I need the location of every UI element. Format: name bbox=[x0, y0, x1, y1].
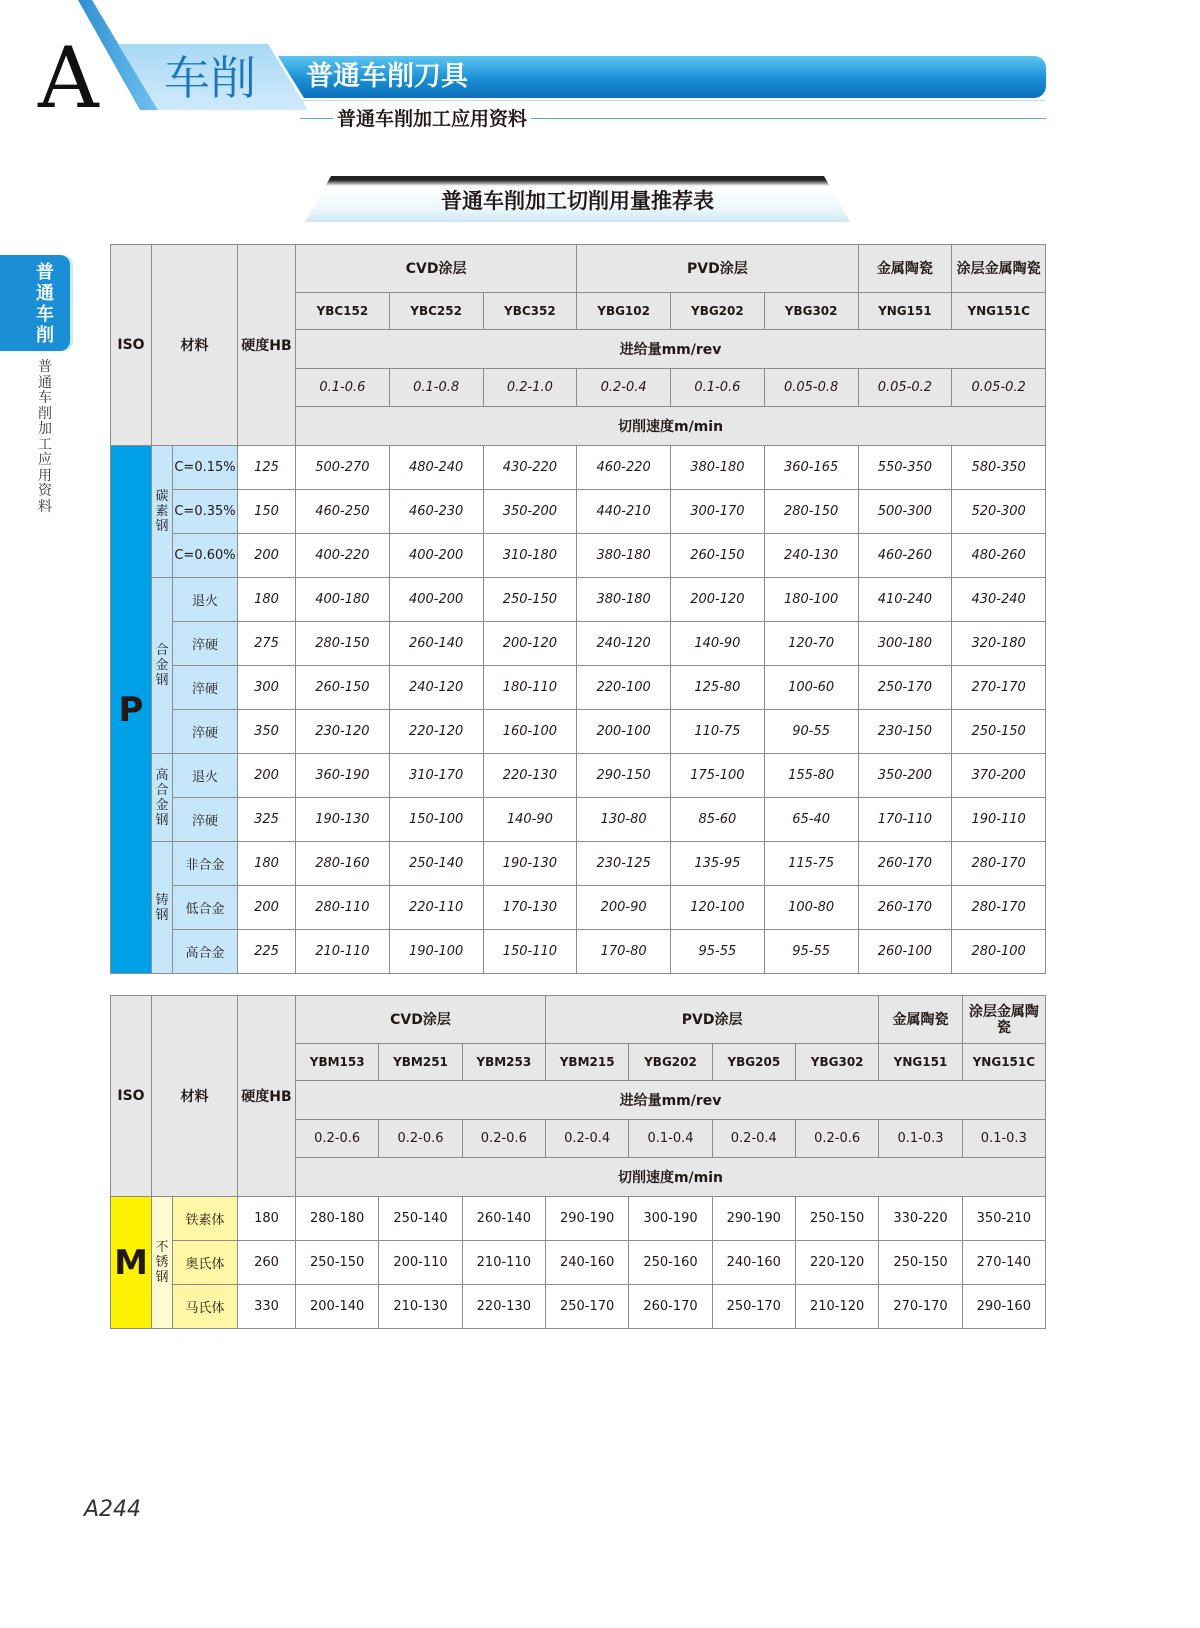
side-section-label: 普通车削加工应用资料 bbox=[38, 359, 52, 515]
speed-value: 200-120 bbox=[671, 578, 765, 622]
speed-value: 220-130 bbox=[483, 754, 577, 798]
speed-value: 430-220 bbox=[483, 446, 577, 490]
grade-header: YNG151 bbox=[858, 293, 952, 330]
speed-value: 400-200 bbox=[389, 534, 483, 578]
speed-value: 580-350 bbox=[952, 446, 1046, 490]
speed-value: 480-240 bbox=[389, 446, 483, 490]
speed-value: 310-180 bbox=[483, 534, 577, 578]
speed-value: 260-170 bbox=[629, 1285, 712, 1329]
speed-value: 250-140 bbox=[389, 842, 483, 886]
speed-value: 400-220 bbox=[296, 534, 390, 578]
feed-value: 0.1-0.3 bbox=[962, 1120, 1045, 1158]
speed-value: 500-300 bbox=[858, 490, 952, 534]
material-header: 材料 bbox=[152, 996, 238, 1197]
grade-header: YBG302 bbox=[764, 293, 858, 330]
speed-value: 350-210 bbox=[962, 1197, 1045, 1241]
speed-value: 440-210 bbox=[577, 490, 671, 534]
speed-value: 190-100 bbox=[389, 930, 483, 974]
speed-value: 260-150 bbox=[671, 534, 765, 578]
table-row bbox=[111, 1197, 1046, 1241]
table-row bbox=[111, 490, 1046, 534]
material-group: 合金钢 bbox=[152, 578, 173, 754]
speed-value: 300-190 bbox=[629, 1197, 712, 1241]
grade-header: YBG205 bbox=[712, 1044, 795, 1081]
hardness-header: 硬度HB bbox=[238, 245, 296, 446]
feed-header: 进给量mm/rev bbox=[296, 1081, 1046, 1120]
divider bbox=[300, 100, 1046, 101]
material-subtype: 淬硬 bbox=[173, 622, 238, 666]
speed-value: 210-110 bbox=[296, 930, 390, 974]
speed-value: 150-100 bbox=[389, 798, 483, 842]
speed-value: 200-120 bbox=[483, 622, 577, 666]
material-subtype: C=0.15% bbox=[173, 446, 238, 490]
speed-value: 270-140 bbox=[962, 1241, 1045, 1285]
feed-value: 0.1-0.3 bbox=[879, 1120, 962, 1158]
speed-header: 切削速度m/min bbox=[296, 1158, 1046, 1197]
feed-value: 0.2-0.6 bbox=[795, 1120, 878, 1158]
speed-value: 115-75 bbox=[764, 842, 858, 886]
speed-value: 250-150 bbox=[296, 1241, 379, 1285]
feed-value: 0.2-0.4 bbox=[712, 1120, 795, 1158]
table-row bbox=[111, 1285, 1046, 1329]
feed-value: 0.2-0.6 bbox=[296, 1120, 379, 1158]
material-group: 铸钢 bbox=[152, 842, 173, 974]
table-row bbox=[111, 622, 1046, 666]
speed-value: 280-150 bbox=[764, 490, 858, 534]
hardness-value: 260 bbox=[238, 1241, 296, 1285]
coating-group-header: 金属陶瓷 bbox=[858, 245, 952, 293]
speed-value: 100-80 bbox=[764, 886, 858, 930]
speed-value: 410-240 bbox=[858, 578, 952, 622]
page-title: 普通车削刀具 bbox=[306, 61, 468, 92]
speed-value: 240-120 bbox=[389, 666, 483, 710]
category-title: 车削 bbox=[164, 51, 256, 105]
side-tab-active[interactable] bbox=[0, 255, 70, 351]
material-subtype: C=0.60% bbox=[173, 534, 238, 578]
material-subtype: 低合金 bbox=[173, 886, 238, 930]
speed-value: 400-200 bbox=[389, 578, 483, 622]
speed-value: 240-130 bbox=[764, 534, 858, 578]
cutting-table-m bbox=[110, 995, 1046, 1329]
material-subtype: 马氏体 bbox=[173, 1285, 238, 1329]
table-row bbox=[111, 446, 1046, 490]
speed-value: 110-75 bbox=[671, 710, 765, 754]
speed-value: 460-260 bbox=[858, 534, 952, 578]
table-row bbox=[111, 666, 1046, 710]
speed-value: 170-130 bbox=[483, 886, 577, 930]
speed-value: 250-150 bbox=[483, 578, 577, 622]
chapter-letter: A bbox=[38, 29, 99, 127]
grade-header: YNG151 bbox=[879, 1044, 962, 1081]
feed-value: 0.1-0.4 bbox=[629, 1120, 712, 1158]
hardness-header: 硬度HB bbox=[238, 996, 296, 1197]
speed-value: 350-200 bbox=[483, 490, 577, 534]
material-subtype: C=0.35% bbox=[173, 490, 238, 534]
speed-value: 220-110 bbox=[389, 886, 483, 930]
table-row bbox=[111, 842, 1046, 886]
speed-value: 370-200 bbox=[952, 754, 1046, 798]
speed-value: 220-100 bbox=[577, 666, 671, 710]
speed-value: 220-120 bbox=[795, 1241, 878, 1285]
speed-value: 380-180 bbox=[577, 578, 671, 622]
speed-value: 140-90 bbox=[483, 798, 577, 842]
coating-group-header: PVD涂层 bbox=[545, 996, 878, 1044]
speed-value: 280-100 bbox=[952, 930, 1046, 974]
speed-value: 550-350 bbox=[858, 446, 952, 490]
grade-header: YBM215 bbox=[545, 1044, 628, 1081]
speed-value: 400-180 bbox=[296, 578, 390, 622]
grade-header: YBM253 bbox=[462, 1044, 545, 1081]
table-row bbox=[111, 996, 1046, 1044]
speed-value: 290-190 bbox=[545, 1197, 628, 1241]
speed-value: 360-165 bbox=[764, 446, 858, 490]
material-subtype: 淬硬 bbox=[173, 798, 238, 842]
table-row bbox=[111, 886, 1046, 930]
speed-value: 300-180 bbox=[858, 622, 952, 666]
speed-value: 330-220 bbox=[879, 1197, 962, 1241]
speed-value: 190-110 bbox=[952, 798, 1046, 842]
speed-value: 65-40 bbox=[764, 798, 858, 842]
speed-value: 230-120 bbox=[296, 710, 390, 754]
material-group: 不锈钢 bbox=[152, 1197, 173, 1329]
grade-header: YBM251 bbox=[379, 1044, 462, 1081]
speed-value: 280-170 bbox=[952, 842, 1046, 886]
speed-value: 320-180 bbox=[952, 622, 1046, 666]
feed-value: 0.05-0.2 bbox=[858, 369, 952, 407]
grade-header: YBC152 bbox=[296, 293, 390, 330]
speed-value: 310-170 bbox=[389, 754, 483, 798]
speed-value: 240-120 bbox=[577, 622, 671, 666]
material-subtype: 退火 bbox=[173, 578, 238, 622]
speed-value: 210-120 bbox=[795, 1285, 878, 1329]
table-row bbox=[111, 578, 1046, 622]
speed-value: 170-110 bbox=[858, 798, 952, 842]
hardness-value: 300 bbox=[238, 666, 296, 710]
speed-value: 250-160 bbox=[629, 1241, 712, 1285]
speed-value: 260-170 bbox=[858, 842, 952, 886]
table-row bbox=[111, 754, 1046, 798]
material-subtype: 铁素体 bbox=[173, 1197, 238, 1241]
speed-value: 250-170 bbox=[545, 1285, 628, 1329]
hardness-value: 180 bbox=[238, 578, 296, 622]
speed-value: 260-170 bbox=[858, 886, 952, 930]
coating-group-header: 涂层金属陶瓷 bbox=[952, 245, 1046, 293]
speed-value: 350-200 bbox=[858, 754, 952, 798]
material-subtype: 淬硬 bbox=[173, 710, 238, 754]
material-subtype: 高合金 bbox=[173, 930, 238, 974]
speed-value: 520-300 bbox=[952, 490, 1046, 534]
speed-value: 190-130 bbox=[483, 842, 577, 886]
speed-value: 210-130 bbox=[379, 1285, 462, 1329]
table-row bbox=[111, 1241, 1046, 1285]
speed-value: 125-80 bbox=[671, 666, 765, 710]
speed-value: 250-170 bbox=[712, 1285, 795, 1329]
speed-value: 280-160 bbox=[296, 842, 390, 886]
speed-value: 260-100 bbox=[858, 930, 952, 974]
table-row bbox=[111, 930, 1046, 974]
speed-value: 200-110 bbox=[379, 1241, 462, 1285]
grade-header: YBG202 bbox=[671, 293, 765, 330]
feed-value: 0.2-0.4 bbox=[545, 1120, 628, 1158]
speed-value: 430-240 bbox=[952, 578, 1046, 622]
speed-value: 175-100 bbox=[671, 754, 765, 798]
speed-value: 85-60 bbox=[671, 798, 765, 842]
speed-value: 290-190 bbox=[712, 1197, 795, 1241]
material-subtype: 非合金 bbox=[173, 842, 238, 886]
material-header: 材料 bbox=[152, 245, 238, 446]
coating-group-header: CVD涂层 bbox=[296, 996, 546, 1044]
grade-header: YBG302 bbox=[795, 1044, 878, 1081]
speed-value: 250-140 bbox=[379, 1197, 462, 1241]
hardness-value: 125 bbox=[238, 446, 296, 490]
speed-value: 200-140 bbox=[296, 1285, 379, 1329]
feed-value: 0.2-0.6 bbox=[462, 1120, 545, 1158]
speed-value: 270-170 bbox=[952, 666, 1046, 710]
speed-value: 240-160 bbox=[712, 1241, 795, 1285]
coating-group-header: 涂层金属陶瓷 bbox=[962, 996, 1045, 1044]
material-group: 高合金钢 bbox=[152, 754, 173, 842]
speed-value: 140-90 bbox=[671, 622, 765, 666]
speed-value: 120-70 bbox=[764, 622, 858, 666]
table-row bbox=[111, 534, 1046, 578]
iso-header: ISO bbox=[111, 245, 152, 446]
feed-value: 0.2-1.0 bbox=[483, 369, 577, 407]
speed-value: 500-270 bbox=[296, 446, 390, 490]
speed-value: 200-90 bbox=[577, 886, 671, 930]
hardness-value: 325 bbox=[238, 798, 296, 842]
speed-value: 180-110 bbox=[483, 666, 577, 710]
speed-value: 220-120 bbox=[389, 710, 483, 754]
speed-value: 380-180 bbox=[671, 446, 765, 490]
hardness-value: 225 bbox=[238, 930, 296, 974]
speed-value: 260-140 bbox=[462, 1197, 545, 1241]
speed-value: 230-150 bbox=[858, 710, 952, 754]
speed-value: 230-125 bbox=[577, 842, 671, 886]
feed-value: 0.05-0.8 bbox=[764, 369, 858, 407]
hardness-value: 150 bbox=[238, 490, 296, 534]
speed-value: 380-180 bbox=[577, 534, 671, 578]
speed-value: 240-160 bbox=[545, 1241, 628, 1285]
speed-value: 160-100 bbox=[483, 710, 577, 754]
feed-value: 0.1-0.8 bbox=[389, 369, 483, 407]
feed-value: 0.2-0.6 bbox=[379, 1120, 462, 1158]
page-number: A244 bbox=[84, 1497, 142, 1522]
speed-value: 260-150 bbox=[296, 666, 390, 710]
hardness-value: 180 bbox=[238, 1197, 296, 1241]
speed-value: 460-230 bbox=[389, 490, 483, 534]
coating-group-header: CVD涂层 bbox=[296, 245, 577, 293]
hardness-value: 200 bbox=[238, 534, 296, 578]
material-subtype: 退火 bbox=[173, 754, 238, 798]
speed-value: 280-170 bbox=[952, 886, 1046, 930]
speed-value: 250-150 bbox=[952, 710, 1046, 754]
hardness-value: 330 bbox=[238, 1285, 296, 1329]
coating-group-header: 金属陶瓷 bbox=[879, 996, 962, 1044]
speed-value: 90-55 bbox=[764, 710, 858, 754]
feed-value: 0.1-0.6 bbox=[296, 369, 390, 407]
speed-value: 280-150 bbox=[296, 622, 390, 666]
feed-value: 0.1-0.6 bbox=[671, 369, 765, 407]
speed-value: 270-170 bbox=[879, 1285, 962, 1329]
speed-value: 135-95 bbox=[671, 842, 765, 886]
material-group: 碳素钢 bbox=[152, 446, 173, 578]
grade-header: YBM153 bbox=[296, 1044, 379, 1081]
iso-class-cell: P bbox=[111, 446, 152, 974]
speed-value: 180-100 bbox=[764, 578, 858, 622]
speed-value: 150-110 bbox=[483, 930, 577, 974]
iso-header: ISO bbox=[111, 996, 152, 1197]
speed-value: 280-180 bbox=[296, 1197, 379, 1241]
speed-value: 460-250 bbox=[296, 490, 390, 534]
speed-value: 250-150 bbox=[795, 1197, 878, 1241]
grade-header: YBC252 bbox=[389, 293, 483, 330]
speed-value: 120-100 bbox=[671, 886, 765, 930]
hardness-value: 275 bbox=[238, 622, 296, 666]
section-title: 普通车削加工切削用量推荐表 bbox=[441, 189, 714, 213]
table-row bbox=[111, 710, 1046, 754]
hardness-value: 350 bbox=[238, 710, 296, 754]
grade-header: YNG151C bbox=[952, 293, 1046, 330]
speed-value: 95-55 bbox=[671, 930, 765, 974]
speed-value: 100-60 bbox=[764, 666, 858, 710]
speed-value: 250-150 bbox=[879, 1241, 962, 1285]
page-subtitle: 普通车削加工应用资料 bbox=[333, 107, 531, 131]
speed-value: 290-160 bbox=[962, 1285, 1045, 1329]
speed-header: 切削速度m/min bbox=[296, 407, 1046, 446]
speed-value: 130-80 bbox=[577, 798, 671, 842]
speed-value: 300-170 bbox=[671, 490, 765, 534]
feed-value: 0.05-0.2 bbox=[952, 369, 1046, 407]
table-row bbox=[111, 798, 1046, 842]
speed-value: 220-130 bbox=[462, 1285, 545, 1329]
speed-value: 480-260 bbox=[952, 534, 1046, 578]
feed-value: 0.2-0.4 bbox=[577, 369, 671, 407]
speed-value: 170-80 bbox=[577, 930, 671, 974]
speed-value: 260-140 bbox=[389, 622, 483, 666]
grade-header: YNG151C bbox=[962, 1044, 1045, 1081]
speed-value: 290-150 bbox=[577, 754, 671, 798]
speed-value: 250-170 bbox=[858, 666, 952, 710]
feed-header: 进给量mm/rev bbox=[296, 330, 1046, 369]
speed-value: 460-220 bbox=[577, 446, 671, 490]
grade-header: YBC352 bbox=[483, 293, 577, 330]
side-tab-label[interactable]: 普通车削 bbox=[36, 262, 54, 346]
speed-value: 280-110 bbox=[296, 886, 390, 930]
hardness-value: 200 bbox=[238, 754, 296, 798]
speed-value: 190-130 bbox=[296, 798, 390, 842]
coating-group-header: PVD涂层 bbox=[577, 245, 858, 293]
hardness-value: 180 bbox=[238, 842, 296, 886]
cutting-table-p bbox=[110, 244, 1046, 974]
iso-class-cell: M bbox=[111, 1197, 152, 1329]
material-subtype: 淬硬 bbox=[173, 666, 238, 710]
grade-header: YBG202 bbox=[629, 1044, 712, 1081]
material-subtype: 奥氏体 bbox=[173, 1241, 238, 1285]
hardness-value: 200 bbox=[238, 886, 296, 930]
speed-value: 210-110 bbox=[462, 1241, 545, 1285]
speed-value: 95-55 bbox=[764, 930, 858, 974]
table-row bbox=[111, 245, 1046, 293]
speed-value: 155-80 bbox=[764, 754, 858, 798]
speed-value: 200-100 bbox=[577, 710, 671, 754]
grade-header: YBG102 bbox=[577, 293, 671, 330]
speed-value: 360-190 bbox=[296, 754, 390, 798]
